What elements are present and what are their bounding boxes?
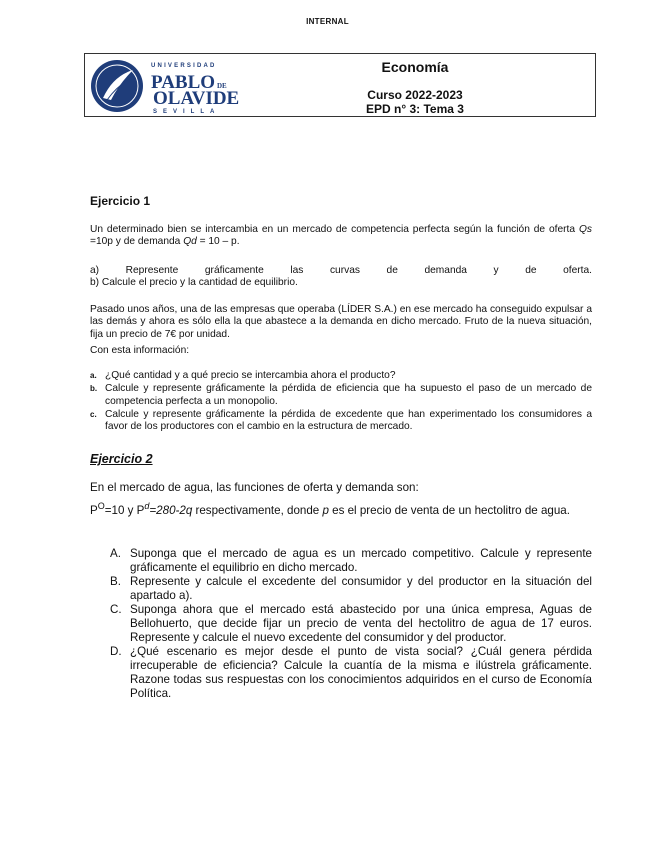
list-item: [90, 409, 592, 434]
demand-superscript: d: [144, 501, 150, 512]
formula-rest-2: es el precio de venta de un hectolitro de agua.: [328, 504, 570, 517]
exercise-1-item-b: b) Calcule el precio y la cantidad de equilibrio.: [90, 277, 298, 288]
list-marker: D.: [110, 645, 122, 658]
exercise-1-paragraph-2: Pasado unos años, una de las empresas que operaba (LÍDER S.A.) en ese mercado ha conseguido expulsar a las demás y ahora es sólo ella la que abastece a la demanda en dicho mercado. Fruto de la nueva situación, fija un precio de 7€ por unidad.: [90, 304, 592, 340]
supply-superscript: O: [97, 501, 105, 512]
exercise-1-paragraph-3: Con esta información:: [90, 345, 190, 356]
list-item: [90, 370, 592, 382]
list-item: [110, 547, 592, 575]
list-item: [110, 645, 592, 701]
internal-label: INTERNAL: [306, 17, 349, 26]
exercise-2-title: Ejercicio 2: [90, 452, 153, 466]
exercise-2-intro: En el mercado de agua, las funciones de oferta y demanda son:: [90, 481, 419, 494]
intro-text-b: =10p y de demanda: [90, 236, 184, 248]
logo-de-text: DE: [217, 82, 227, 90]
price-symbol: P: [90, 504, 98, 517]
list-item: [110, 603, 592, 645]
list-item-text: ¿Qué escenario es mejor desde el punto de vista social? ¿Cuál genera pérdida irrecuperable de eficiencia? Calcule la cuantía de la misma e ilústrela gráficamente. Razone todas sus respuestas con los conocimientos adquiridos en el curso de Economía Política.: [130, 645, 592, 700]
logo-sevilla-text: SEVILLA: [153, 109, 221, 114]
intro-text-a: Un determinado bien se intercambia en un mercado de competencia perfecta según la función de oferta: [90, 224, 579, 235]
price-variable: p: [322, 504, 329, 517]
logo-olavide-text: OLAVIDE: [153, 88, 239, 109]
list-item-text: Calcule y represente gráficamente la pérdida de eficiencia que ha supuesto el paso de un mercado de competencia perfecta a un monopolio.: [105, 383, 592, 407]
list-item-text: Calcule y represente gráficamente la pérdida de excedente que han experimentado los consumidores a favor de los productores con el cambio en la estructura de mercado.: [105, 408, 592, 433]
formula-rest-1: respectivamente, donde: [192, 504, 323, 517]
course-info: [275, 88, 555, 116]
list-item: [90, 383, 592, 408]
supply-symbol: Qs: [578, 224, 592, 235]
formula-middle: =10 y P: [104, 504, 145, 517]
list-marker: b.: [90, 384, 98, 394]
document-header: [84, 53, 596, 117]
demand-symbol: Qd: [183, 236, 197, 248]
list-item-text: Suponga que el mercado de agua es un mercado competitivo. Calcule y represente gráficamente el equilibrio en dicho mercado.: [130, 547, 592, 574]
list-item-text: ¿Qué cantidad y a qué precio se intercambia ahora el producto?: [105, 370, 396, 381]
list-item: [110, 575, 592, 603]
list-marker: B.: [110, 575, 121, 588]
exercise-2-list: [110, 547, 592, 701]
list-marker: c.: [90, 409, 97, 419]
list-marker: a.: [90, 371, 97, 380]
list-item-text: Suponga ahora que el mercado está abastecido por una única empresa, Aguas de Bellohuerto, que decide fijar un precio de venta del hectolitro de agua de 17 euros. Represente y calcule el nuevo excedente del consumidor y del productor.: [130, 603, 592, 644]
exercise-1-list: [90, 370, 592, 433]
exercise-1-intro: [90, 224, 592, 249]
course-title: Economía: [381, 59, 449, 75]
list-item-text: Represente y calcule el excedente del consumidor y del productor en la situación del apartado a).: [130, 575, 592, 602]
epd-number: EPD n° 3: Tema 3: [366, 102, 464, 116]
intro-text-c: = 10 – p.: [196, 236, 240, 248]
demand-formula: =280-2q: [149, 504, 193, 517]
list-marker: C.: [110, 603, 122, 616]
logo-pablo-text: PABLO: [151, 72, 216, 93]
university-logo: [89, 58, 239, 114]
exercise-1-title: Ejercicio 1: [90, 194, 151, 208]
logo-university-text: UNIVERSIDAD: [151, 63, 217, 69]
list-marker: A.: [110, 547, 121, 560]
course-year: Curso 2022-2023: [367, 88, 463, 102]
exercise-2-formula: [90, 501, 592, 518]
exercise-1-item-a: a) Represente gráficamente las curvas de demanda y de oferta.: [90, 265, 592, 276]
